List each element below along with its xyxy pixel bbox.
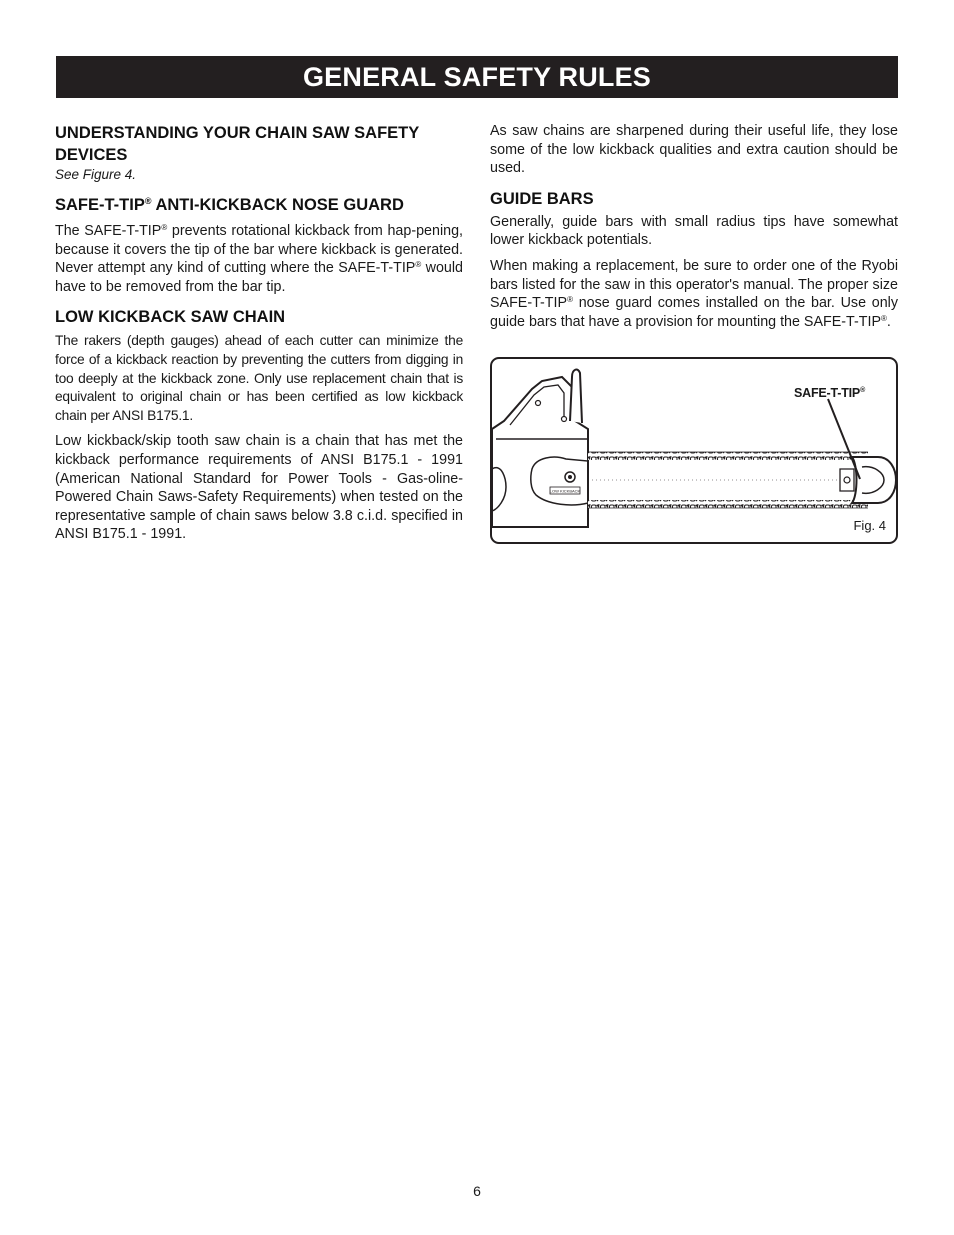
heading-safe-t-tip: SAFE-T-TIP® ANTI-KICKBACK NOSE GUARD <box>55 196 404 214</box>
safe-t-tip-paragraph: The SAFE-T-TIP® prevents rotational kickback from hap-pening, because it covers the tip of the bar where kickback is generated. Never attempt any kind of cutting where the SAFE-T-TIP® would have to be removed from the bar tip. <box>55 223 464 295</box>
safe-t-tip-callout: SAFE-T-TIP® <box>794 386 866 400</box>
right-column <box>490 122 898 338</box>
page-title: GENERAL SAFETY RULES <box>56 56 898 98</box>
heading-low-kickback-chain: LOW KICKBACK SAW CHAIN <box>55 308 286 327</box>
figure-4 <box>490 357 898 544</box>
heading-guide-bars: GUIDE BARS <box>490 189 594 208</box>
figure-label: Fig. 4 <box>853 518 886 533</box>
sharpening-paragraph: As saw chains are sharpened during their useful life, they lose some of the low kickback qualities and extra caution should be used. <box>490 123 898 177</box>
safe-t-tip-nose-guard <box>852 457 896 503</box>
page-number: 6 <box>473 1183 481 1199</box>
chain-paragraph-2: Low kickback/skip tooth saw chain is a chain that has met the kickback performance requirements of ANSI B175.1 - 1991 (American National Standard for Power Tools - Gas-oline-Powered Chain Saws-Safety Requirements) when tested on the representative sample of chain saws below 3.8 c.i.d. specified in ANSI B175.1 - 1991. <box>55 433 463 543</box>
left-column <box>55 122 463 551</box>
see-figure-note: See Figure 4. <box>55 167 137 182</box>
heading-safety-devices: UNDERSTANDING YOUR CHAIN SAW SAFETY DEVICES <box>55 124 419 164</box>
low-kickback-decal: LOW KICKBACK <box>549 488 581 494</box>
guide-bars-paragraph-1: Generally, guide bars with small radius tips have somewhat lower kickback potentials. <box>490 213 898 249</box>
guide-bars-paragraph-2: When making a replacement, be sure to order one of the Ryobi bars listed for the saw in this operator's manual. The proper size SAFE-T-TIP® nose guard comes installed on the bar. Use only guide bars that have a provision for mounting the SAFE-T-TIP®. <box>490 257 898 330</box>
chain-paragraph-1: The rakers (depth gauges) ahead of each cutter can minimize the force of a kickback reaction by preventing the cutters from digging in too deeply at the kickback zone. Only use replacement chain that is equivalent to original chain or has been certified as low kickback chain per ANSI B175.1. <box>55 333 463 423</box>
